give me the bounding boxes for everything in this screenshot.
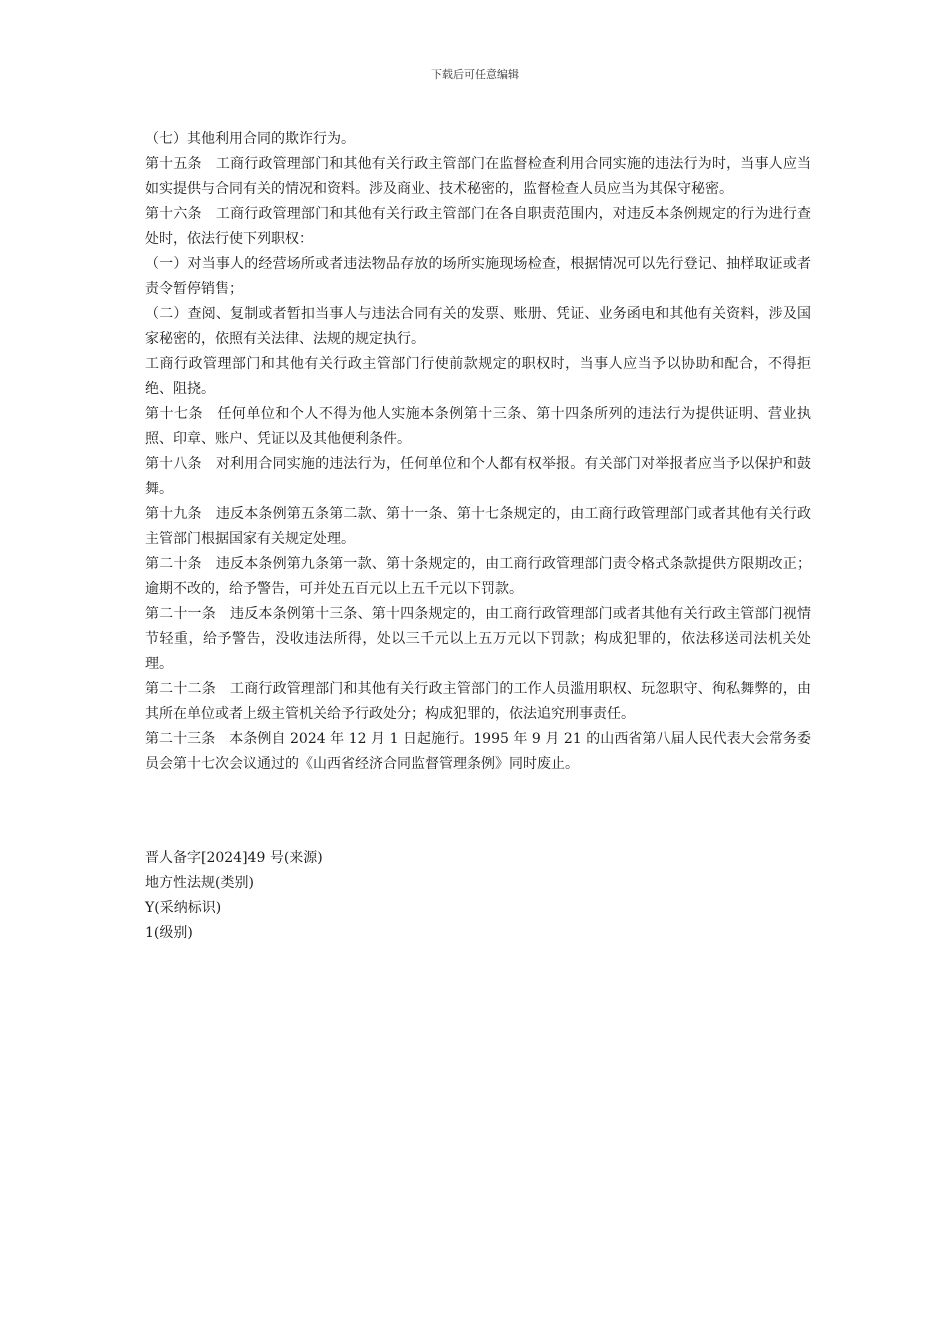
paragraph-item-7: （七）其他利用合同的欺诈行为。 (145, 131, 355, 147)
meta-flag: Y(采纳标识) (145, 900, 222, 916)
article-22: 第二十二条 工商行政管理部门和其他有关行政主管部门的工作人员滥用职权、玩忽职守、徇私舞弊的，由其所在单位或者上级主管机关给予行政处分；构成犯罪的，依法追究刑事责任。 (145, 681, 811, 722)
article-19: 第十九条 违反本条例第五条第二款、第十一条、第十七条规定的，由工商行政管理部门或者其他有关行政主管部门根据国家有关规定处理。 (145, 506, 811, 547)
page-header: 下载后可任意编辑 (431, 68, 519, 81)
meta-category: 地方性法规(类别) (145, 875, 254, 891)
article-20: 第二十条 违反本条例第九条第一款、第十条规定的，由工商行政管理部门责令格式条款提供方限期改正；逾期不改的，给予警告，可并处五百元以上五千元以下罚款。 (145, 556, 811, 597)
article-16: 第十六条 工商行政管理部门和其他有关行政主管部门在各自职责范围内，对违反本条例规定的行为进行查处时，依法行使下列职权： (145, 206, 811, 247)
article-16-item-2: （二）查阅、复制或者暂扣当事人与违法合同有关的发票、账册、凭证、业务函电和其他有关资料，涉及国家秘密的，依照有关法律、法规的规定执行。 (145, 306, 811, 347)
article-21: 第二十一条 违反本条例第十三条、第十四条规定的，由工商行政管理部门或者其他有关行政主管部门视情节轻重，给予警告，没收违法所得，处以三千元以上五万元以下罚款；构成犯罪的，依法移送司法机关处理。 (145, 606, 811, 672)
article-23: 第二十三条 本条例自 2024 年 12 月 1 日起施行。1995 年 9 月 21 的山西省第八届人民代表大会常务委员会第十七次会议通过的《山西省经济合同监督管理条例》同时废止。 (145, 731, 811, 772)
article-18: 第十八条 对利用合同实施的违法行为，任何单位和个人都有权举报。有关部门对举报者应当予以保护和鼓舞。 (145, 456, 811, 497)
document-body (145, 127, 811, 777)
article-16-item-1: （一）对当事人的经营场所或者违法物品存放的场所实施现场检查，根据情况可以先行登记、抽样取证或者责令暂停销售； (145, 256, 811, 297)
meta-source: 晋人备字[2024]49 号(来源) (145, 850, 323, 866)
meta-level: 1(级别) (145, 925, 193, 941)
article-17: 第十七条 任何单位和个人不得为他人实施本条例第十三条、第十四条所列的违法行为提供证明、营业执照、印章、账户、凭证以及其他便利条件。 (145, 406, 811, 447)
article-16-clause-2: 工商行政管理部门和其他有关行政主管部门行使前款规定的职权时，当事人应当予以协助和配合，不得拒绝、阻挠。 (145, 356, 811, 397)
article-15: 第十五条 工商行政管理部门和其他有关行政主管部门在监督检查利用合同实施的违法行为时，当事人应当如实提供与合同有关的情况和资料。涉及商业、技术秘密的，监督检查人员应当为其保守秘密。 (145, 156, 811, 197)
document-metadata (145, 846, 323, 946)
